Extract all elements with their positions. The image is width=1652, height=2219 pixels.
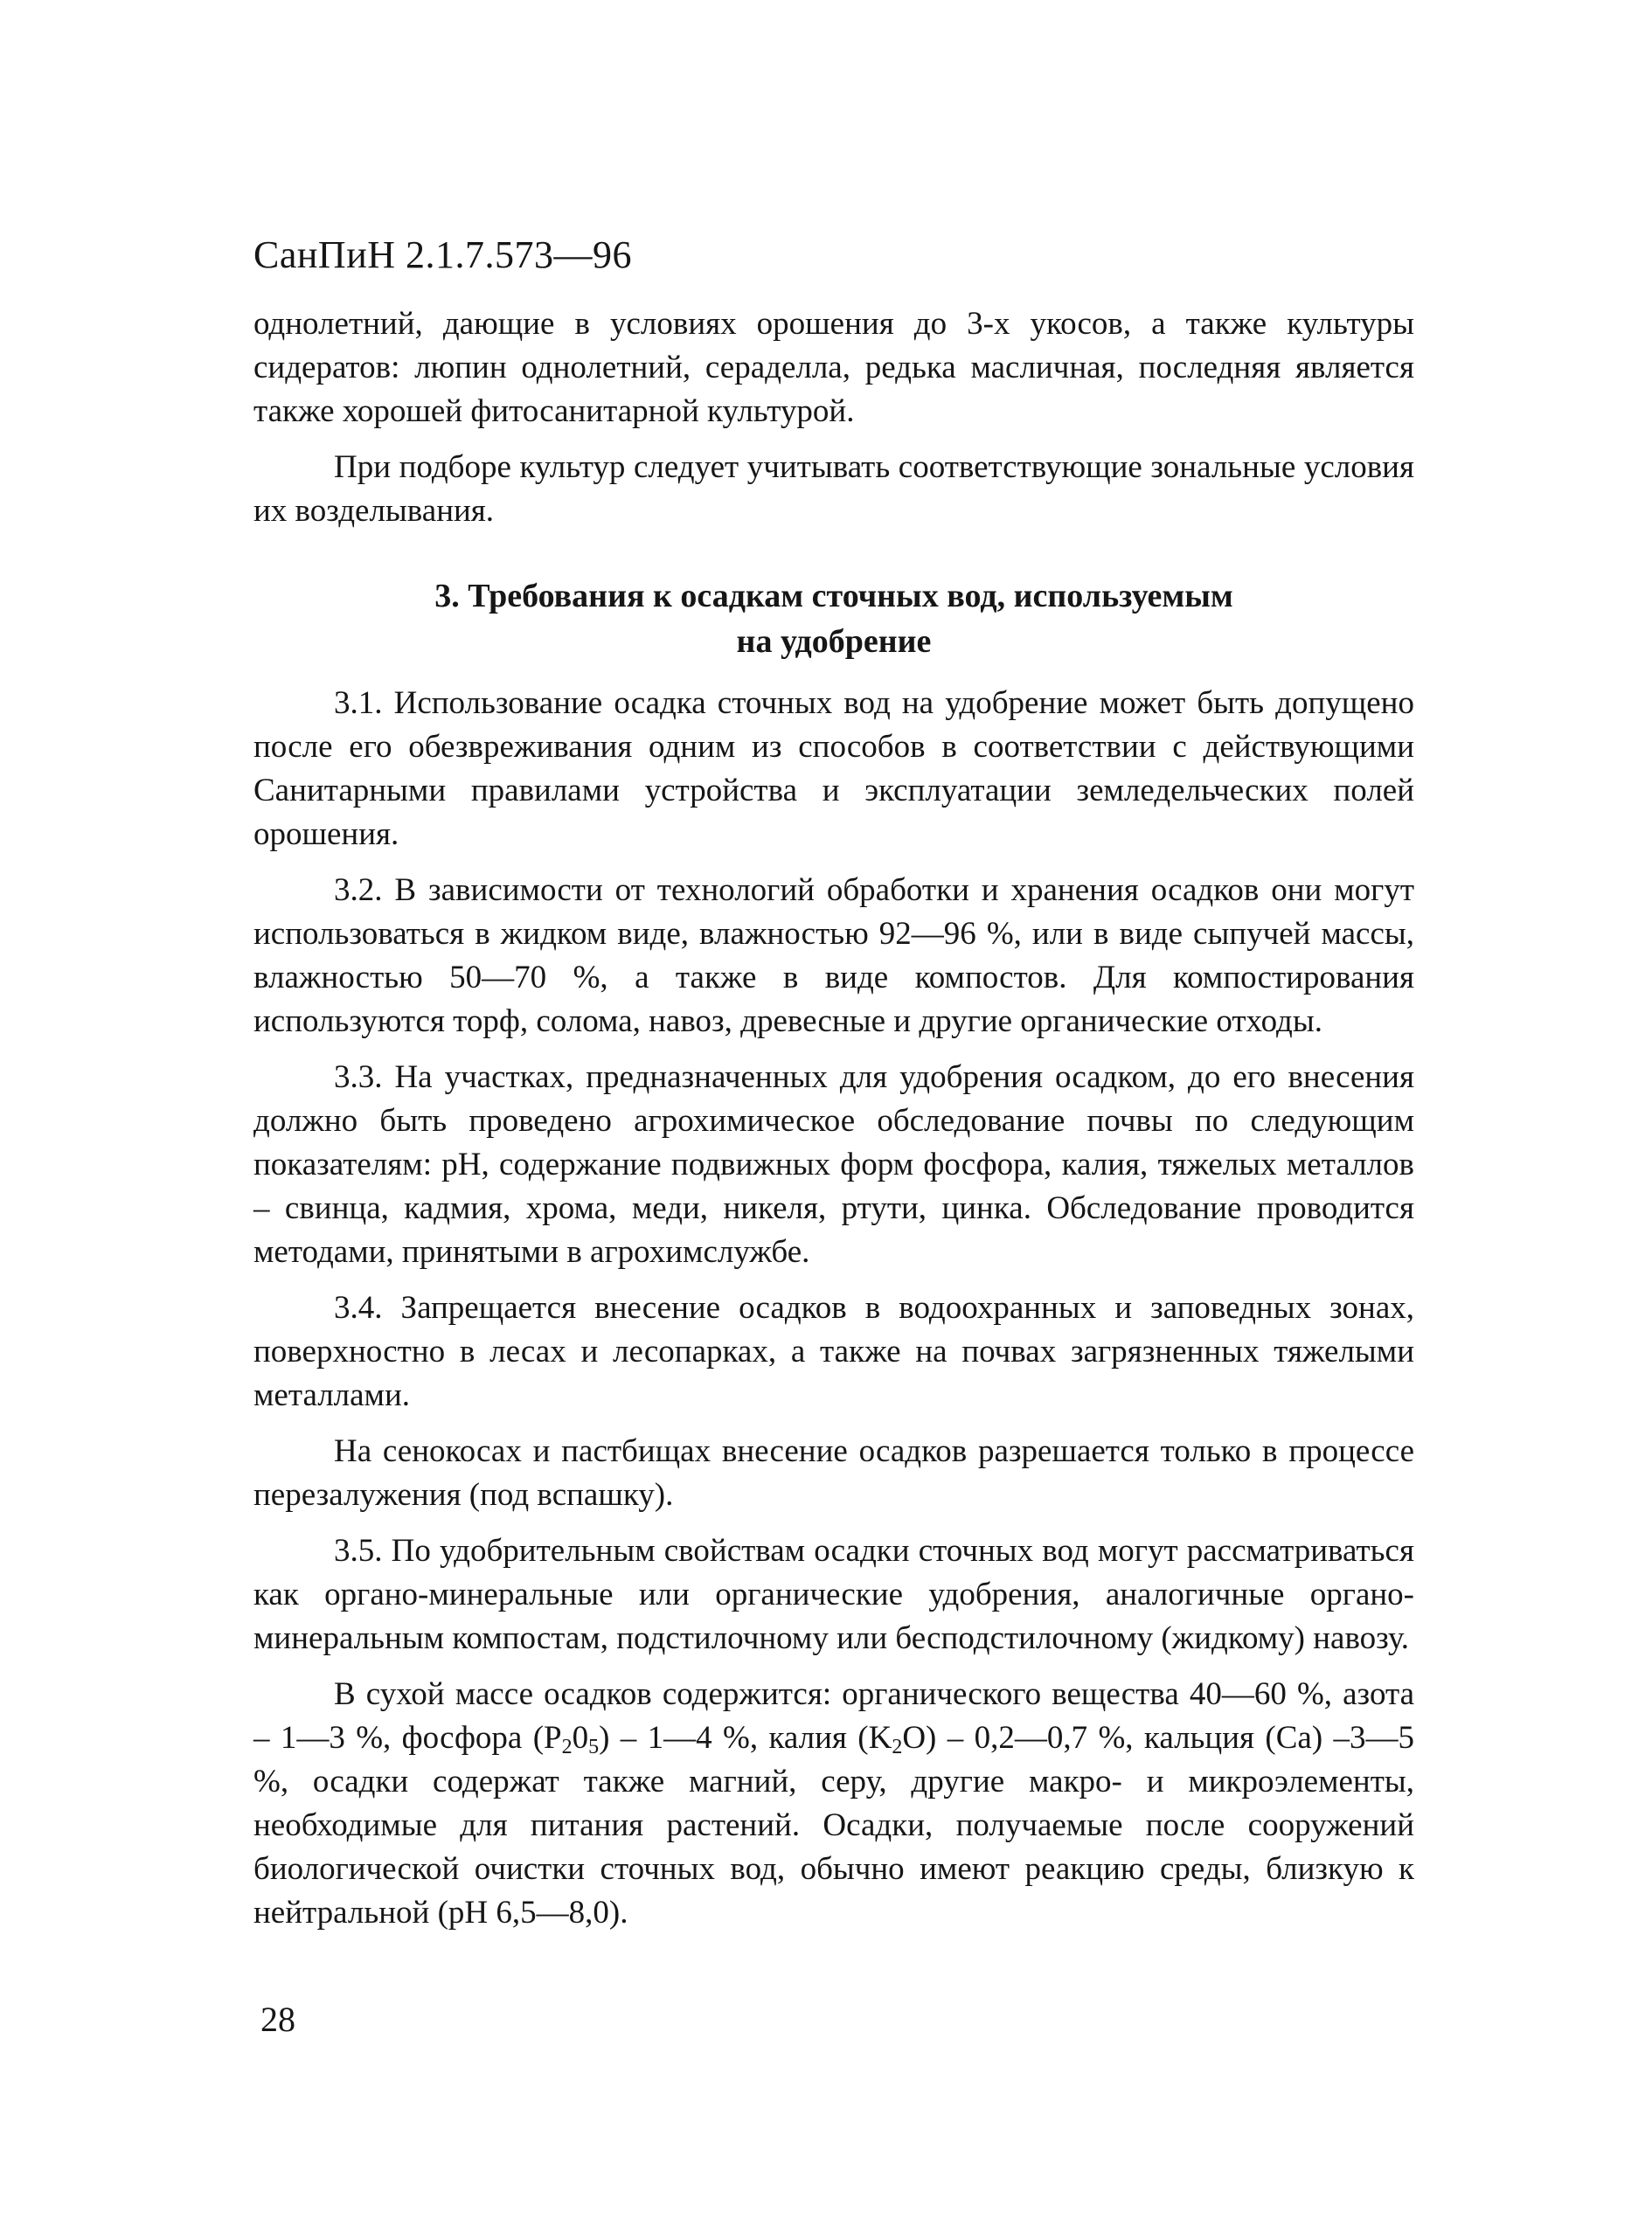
section-title-line-1: 3. Требования к осадкам сточных вод, используемым <box>434 578 1233 614</box>
phosphorus-subscript-5: 5 <box>588 1736 600 1758</box>
composition-text-3: ) – 1—4 %, калия (K <box>599 1720 892 1756</box>
potassium-subscript-2: 2 <box>892 1736 903 1758</box>
zonal-conditions-paragraph: При подборе культур следует учитывать соответствующие зональные условия их возделывания. <box>253 449 1414 529</box>
clause-3-2: 3.2. В зависимости от технологий обработки и хранения осадков они могут использоваться в жидком виде, влажностью 92—96 %, или в виде сыпучей массы, влажностью 50—70 %, а также в виде компостов. Для компостирования используются торф, солома, навоз, древесные и другие органические отходы. <box>253 872 1414 1039</box>
composition-text-4: O) – 0,2—0,7 %, кальция (Ca) –3—5 %, осадки содержат также магний, серу, другие макро- и микроэлементы, необходимые для питания растений. Осадки, получаемые после сооружений биологической очистки сточных вод, обычно имеют реакцию среды, близкую к нейтральной (pH 6,5—8,0). <box>253 1720 1414 1931</box>
document-code-header: СанПиН 2.1.7.573—96 <box>253 233 633 276</box>
section-title-line-2: на удобрение <box>736 623 932 660</box>
composition-text-2: 0 <box>572 1720 589 1756</box>
clause-3-4-hayfields: На сенокосах и пастбищах внесение осадков разрешается только в процессе перезалужения (под вспашку). <box>253 1433 1414 1513</box>
document-body <box>253 302 1414 1947</box>
clause-3-5: 3.5. По удобрительным свойствам осадки сточных вод могут рассматриваться как органо-минеральные или органические удобрения, аналогичные органо-минеральным компостам, подстилочному или бесподстилочному (жидкому) навозу. <box>253 1533 1414 1656</box>
section-3-title <box>253 573 1414 664</box>
clause-3-1: 3.1. Использование осадка сточных вод на удобрение может быть допущено после его обезвреживания одним из способов в соответствии с действующими Санитарными правилами устройства и эксплуатации земледельческих полей орошения. <box>253 685 1414 852</box>
composition-paragraph <box>253 1673 1414 1935</box>
phosphorus-subscript-2: 2 <box>561 1736 573 1758</box>
composition-text-1: В сухой массе осадков содержится: органического вещества 40—60 %, азота – 1—3 %, фосфора (P <box>253 1676 1414 1756</box>
page-number: 28 <box>260 2000 295 2039</box>
clause-3-3: 3.3. На участках, предназначенных для удобрения осадком, до его внесения должно быть проведено агрохимическое обследование почвы по следующим показателям: pH, содержание подвижных форм фосфора, калия, тяжелых металлов – свинца, кадмия, хрома, меди, никеля, ртути, цинка. Обследование проводится методами, принятыми в агрохимслужбе. <box>253 1059 1414 1270</box>
continuation-paragraph: однолетний, дающие в условиях орошения до 3-х укосов, а также культуры сидератов: люпин однолетний, сераделла, редька масличная, последняя является также хорошей фитосанитарной культурой. <box>253 306 1414 429</box>
clause-3-4: 3.4. Запрещается внесение осадков в водоохранных и заповедных зонах, поверхностно в лесах и лесопарках, а также на почвах загрязненных тяжелыми металлами. <box>253 1290 1414 1413</box>
